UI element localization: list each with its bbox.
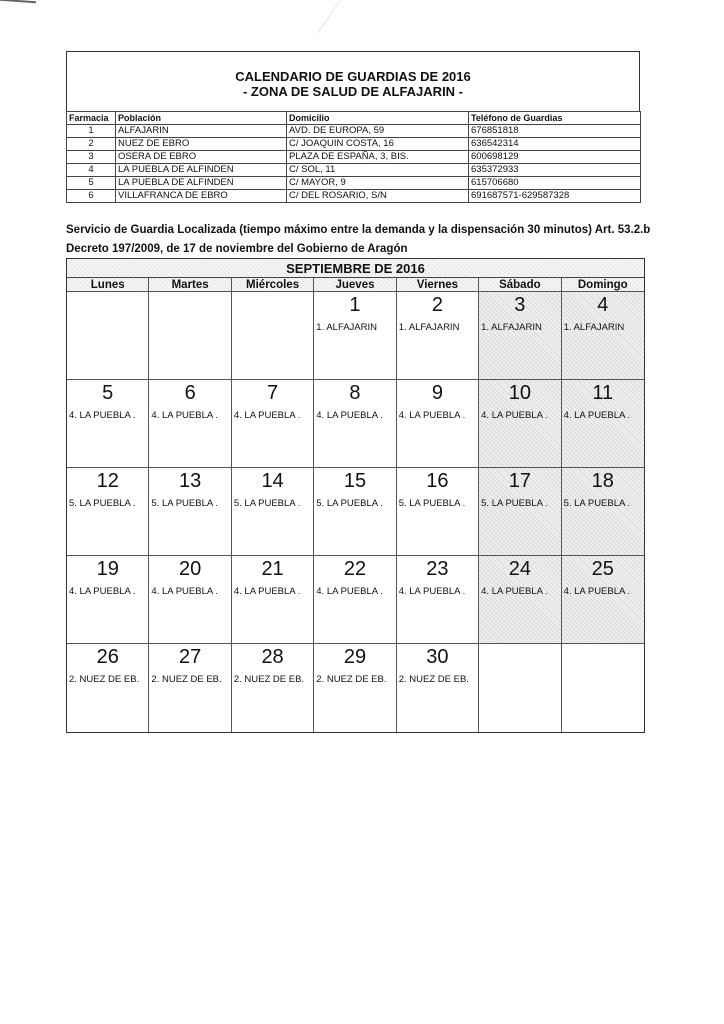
duty-pharmacy: 4. LA PUEBLA .	[398, 410, 466, 421]
day-number: 18	[591, 470, 614, 492]
table-row	[67, 151, 641, 164]
calendar-week-row	[67, 380, 644, 468]
duty-pharmacy: 5. LA PUEBLA .	[69, 498, 136, 509]
duty-pharmacy: 4. LA PUEBLA .	[398, 586, 466, 597]
duty-pharmacy: 1. ALFAJARIN	[316, 322, 378, 333]
calendar-day-cell	[67, 644, 149, 732]
duty-calendar	[66, 258, 645, 733]
pharmacy-town: LA PUEBLA DE ALFINDEN	[116, 177, 287, 190]
weekday-label: Domingo	[562, 278, 644, 292]
pharmacy-address: AVD. DE EUROPA, 59	[287, 125, 469, 138]
calendar-weekday-header	[67, 278, 644, 292]
duty-pharmacy: 1. ALFAJARIN	[563, 322, 625, 333]
calendar-day-cell	[149, 292, 231, 380]
day-number: 29	[343, 646, 367, 668]
day-number: 21	[261, 558, 284, 580]
calendar-month-title: SEPTIEMBRE DE 2016	[67, 259, 644, 278]
calendar-day-cell	[67, 292, 149, 380]
calendar-day-cell	[562, 380, 644, 468]
duty-pharmacy: 4. LA PUEBLA .	[316, 410, 383, 421]
service-note-line-2: Decreto 197/2009, de 17 de noviembre del Gobierno de Aragón	[66, 243, 408, 255]
pharmacy-number: 4	[67, 164, 116, 177]
pharmacy-address: C/ DEL ROSARIO, S/N	[287, 190, 469, 203]
calendar-day-cell	[562, 644, 644, 732]
pharmacy-number: 2	[67, 138, 116, 151]
duty-pharmacy: 2. NUEZ DE EB.	[316, 674, 387, 685]
calendar-day-cell	[562, 292, 644, 380]
calendar-day-cell	[149, 644, 231, 732]
calendar-day-cell	[232, 292, 314, 380]
pharmacy-address: C/ MAYOR, 9	[287, 177, 469, 190]
pharmacy-phone: 615706680	[469, 177, 641, 190]
calendar-day-cell	[314, 556, 396, 644]
duty-pharmacy: 4. LA PUEBLA .	[151, 586, 218, 597]
service-note	[66, 221, 666, 259]
day-number: 2	[431, 294, 443, 316]
day-number: 8	[349, 382, 361, 404]
pharmacy-phone: 635372933	[469, 164, 641, 177]
pharmacy-number: 5	[67, 177, 116, 190]
duty-pharmacy: 2. NUEZ DE EB.	[151, 674, 222, 685]
day-number: 14	[261, 470, 284, 492]
calendar-day-cell	[397, 556, 479, 644]
duty-pharmacy: 5. LA PUEBLA .	[316, 498, 383, 509]
document-header	[66, 51, 640, 111]
document-title	[67, 69, 639, 99]
day-number: 13	[179, 470, 202, 492]
calendar-grid	[67, 292, 644, 732]
calendar-week-row	[67, 468, 644, 556]
pharmacy-phone: 600698129	[469, 151, 641, 164]
calendar-day-cell	[397, 292, 479, 380]
calendar-day-cell	[67, 380, 149, 468]
duty-pharmacy: 5. LA PUEBLA .	[151, 498, 218, 509]
pharmacy-town: NUEZ DE EBRO	[116, 138, 287, 151]
column-header: Domicilio	[287, 112, 469, 125]
column-header: Farmacia	[67, 112, 116, 125]
duty-pharmacy: 2. NUEZ DE EB.	[233, 674, 305, 685]
day-number: 23	[426, 558, 449, 580]
duty-pharmacy: 5. LA PUEBLA .	[398, 498, 466, 509]
column-header: Teléfono de Guardias	[469, 112, 641, 125]
day-number: 11	[592, 382, 614, 404]
calendar-week-row	[67, 292, 644, 380]
calendar-day-cell	[397, 644, 479, 732]
day-number: 6	[184, 382, 196, 404]
day-number: 1	[349, 294, 361, 316]
table-row	[67, 125, 641, 138]
pharmacy-phone: 636542314	[469, 138, 641, 151]
pharmacy-address: PLAZA DE ESPAÑA, 3, BIS.	[287, 151, 469, 164]
scan-artifact-line	[317, 0, 374, 56]
calendar-day-cell	[562, 468, 644, 556]
day-number: 30	[426, 646, 449, 668]
day-number: 24	[508, 558, 531, 580]
table-row	[67, 138, 641, 151]
day-number: 16	[426, 470, 449, 492]
calendar-day-cell	[314, 380, 396, 468]
pharmacy-address: C/ JOAQUIN COSTA, 16	[287, 138, 469, 151]
table-row	[67, 177, 641, 190]
pharmacy-table-header	[67, 112, 641, 125]
duty-pharmacy: 4. LA PUEBLA .	[151, 410, 218, 421]
pharmacy-number: 3	[67, 151, 116, 164]
pharmacy-phone: 691687571-629587328	[469, 190, 641, 203]
duty-pharmacy: 4. LA PUEBLA .	[563, 586, 631, 597]
calendar-day-cell	[149, 468, 231, 556]
duty-pharmacy: 5. LA PUEBLA .	[481, 498, 548, 509]
calendar-day-cell	[479, 380, 561, 468]
calendar-day-cell	[232, 380, 314, 468]
column-header: Población	[116, 112, 287, 125]
day-number: 10	[508, 382, 531, 404]
calendar-day-cell	[232, 556, 314, 644]
duty-pharmacy: 4. LA PUEBLA .	[69, 410, 136, 421]
duty-pharmacy: 1. ALFAJARIN	[481, 322, 542, 333]
day-number: 15	[343, 470, 367, 492]
calendar-day-cell	[562, 556, 644, 644]
pharmacy-phone: 676851818	[469, 125, 641, 138]
calendar-day-cell	[397, 468, 479, 556]
weekday-label: Sábado	[479, 278, 561, 292]
day-number: 19	[96, 558, 119, 580]
duty-pharmacy: 5. LA PUEBLA .	[233, 498, 301, 509]
calendar-day-cell	[67, 468, 149, 556]
calendar-day-cell	[232, 644, 314, 732]
pharmacy-table	[66, 111, 641, 203]
duty-pharmacy: 4. LA PUEBLA .	[481, 410, 548, 421]
duty-pharmacy: 4. LA PUEBLA .	[563, 410, 631, 421]
weekday-label: Jueves	[314, 278, 396, 292]
pharmacy-number: 6	[67, 190, 116, 203]
service-note-line-1: Servicio de Guardia Localizada (tiempo máximo entre la demanda y la dispensación 30 minutos) Art. 53.2.b	[66, 224, 651, 236]
weekday-label: Martes	[149, 278, 231, 292]
duty-pharmacy: 2. NUEZ DE EB.	[69, 674, 140, 685]
duty-pharmacy: 4. LA PUEBLA .	[233, 410, 301, 421]
pharmacy-town: OSERA DE EBRO	[116, 151, 287, 164]
calendar-day-cell	[397, 380, 479, 468]
calendar-day-cell	[232, 468, 314, 556]
table-row	[67, 190, 641, 203]
day-number: 25	[591, 558, 614, 580]
title-line-2: - ZONA DE SALUD DE ALFAJARIN -	[242, 84, 464, 99]
day-number: 9	[431, 382, 443, 404]
title-line-1: CALENDARIO DE GUARDIAS DE 2016	[235, 69, 471, 84]
duty-pharmacy: 4. LA PUEBLA .	[481, 586, 548, 597]
day-number: 3	[514, 294, 526, 316]
calendar-day-cell	[314, 468, 396, 556]
day-number: 5	[102, 382, 114, 404]
day-number: 22	[343, 558, 367, 580]
calendar-day-cell	[479, 556, 561, 644]
pharmacy-town: ALFAJARIN	[116, 125, 287, 138]
calendar-day-cell	[314, 644, 396, 732]
pharmacy-town: VILLAFRANCA DE EBRO	[116, 190, 287, 203]
scan-artifact	[0, 0, 36, 11]
table-row	[67, 164, 641, 177]
calendar-day-cell	[149, 380, 231, 468]
day-number: 28	[261, 646, 284, 668]
calendar-day-cell	[149, 556, 231, 644]
day-number: 27	[179, 646, 202, 668]
pharmacy-address: C/ SOL, 11	[287, 164, 469, 177]
pharmacy-town: LA PUEBLA DE ALFINDEN	[116, 164, 287, 177]
day-number: 12	[96, 470, 119, 492]
weekday-label: Lunes	[67, 278, 149, 292]
calendar-day-cell	[479, 468, 561, 556]
calendar-day-cell	[479, 292, 561, 380]
calendar-week-row	[67, 644, 644, 732]
weekday-label: Miércoles	[232, 278, 314, 292]
day-number: 17	[508, 470, 531, 492]
duty-pharmacy: 4. LA PUEBLA .	[316, 586, 383, 597]
calendar-day-cell	[314, 292, 396, 380]
weekday-label: Viernes	[397, 278, 479, 292]
pharmacy-number: 1	[67, 125, 116, 138]
day-number: 7	[267, 382, 279, 404]
day-number: 26	[96, 646, 119, 668]
calendar-week-row	[67, 556, 644, 644]
duty-pharmacy: 4. LA PUEBLA .	[233, 586, 301, 597]
day-number: 4	[597, 294, 609, 316]
duty-pharmacy: 1. ALFAJARIN	[398, 322, 460, 333]
calendar-day-cell	[67, 556, 149, 644]
day-number: 20	[179, 558, 202, 580]
duty-pharmacy: 4. LA PUEBLA .	[69, 586, 136, 597]
duty-pharmacy: 5. LA PUEBLA .	[563, 498, 631, 509]
duty-pharmacy: 2. NUEZ DE EB.	[398, 674, 469, 685]
calendar-day-cell	[479, 644, 561, 732]
